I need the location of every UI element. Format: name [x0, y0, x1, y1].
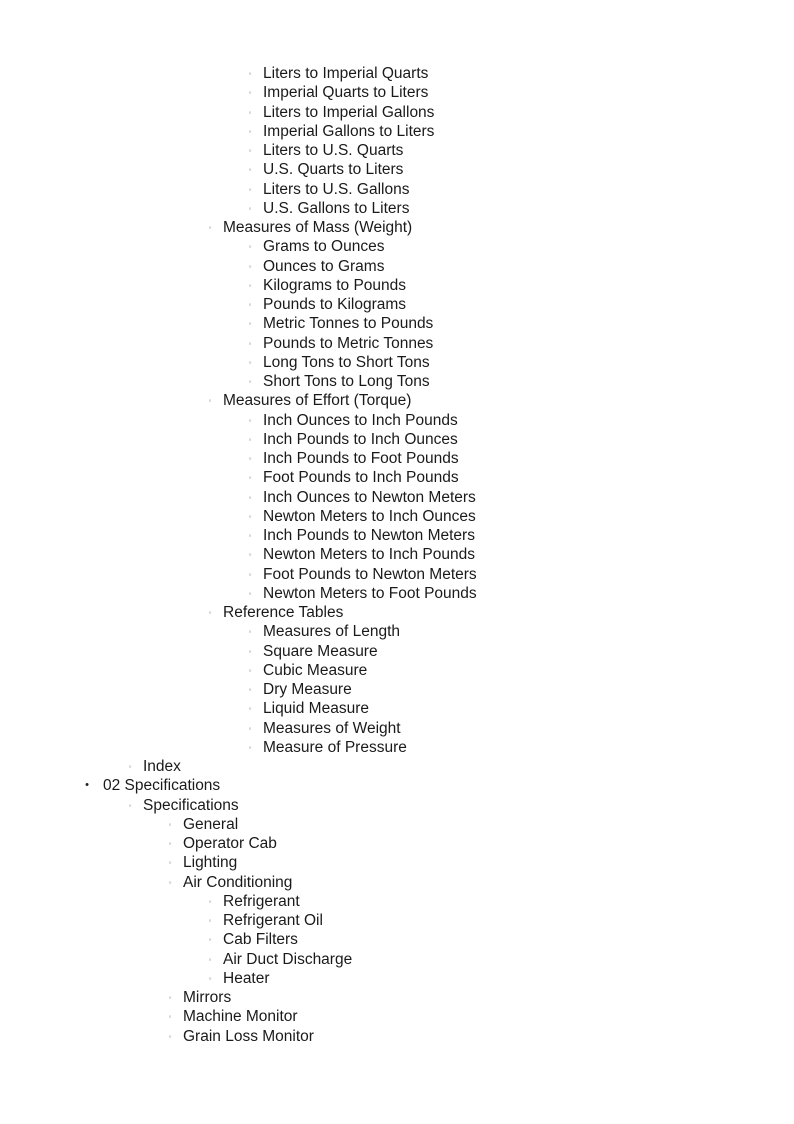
- bullet-circle-icon: ◦: [248, 723, 252, 733]
- toc-item-label: Measures of Mass (Weight): [223, 219, 413, 236]
- bullet-circle-icon: ◦: [248, 415, 252, 425]
- bullet-circle-icon: ◦: [248, 146, 252, 155]
- toc-item-label: Air Conditioning: [183, 873, 293, 891]
- bullet-circle-icon: ◦: [248, 242, 252, 252]
- toc-item-label: Liters to U.S. Gallons: [263, 180, 410, 198]
- bullet-circle-icon: ◦: [248, 492, 252, 502]
- bullet-circle-icon: ◦: [208, 608, 212, 617]
- toc-item[interactable]: [0, 314, 794, 333]
- bullet-circle-icon: ◦: [208, 935, 212, 945]
- toc-item-label: U.S. Quarts to Liters: [263, 161, 404, 179]
- toc-item[interactable]: [0, 622, 794, 641]
- toc-item[interactable]: [0, 603, 794, 622]
- toc-item[interactable]: [0, 507, 794, 526]
- toc-item[interactable]: [0, 565, 794, 584]
- bullet-circle-icon: ◦: [248, 704, 252, 714]
- bullet-circle-icon: ◦: [208, 954, 212, 964]
- toc-item[interactable]: [0, 699, 794, 718]
- toc-item[interactable]: [0, 738, 794, 757]
- toc-item[interactable]: [0, 950, 794, 969]
- toc-item-label: Long Tons to Short Tons: [263, 353, 430, 371]
- bullet-circle-icon: ◦: [248, 261, 252, 271]
- toc-item-label: Grain Loss Monitor: [183, 1027, 314, 1045]
- toc-item-label: Machine Monitor: [183, 1008, 298, 1026]
- toc-item-label: Ounces to Grams: [263, 257, 385, 275]
- toc-item-label: U.S. Gallons to Liters: [263, 199, 410, 217]
- toc-item-label: Foot Pounds to Newton Meters: [263, 565, 477, 583]
- bullet-circle-icon: ◦: [248, 588, 252, 598]
- bullet-circle-icon: ◦: [248, 627, 252, 637]
- toc-item[interactable]: [0, 257, 794, 276]
- toc-item[interactable]: [0, 103, 794, 122]
- toc-item[interactable]: [0, 988, 794, 1007]
- toc-item[interactable]: [0, 160, 794, 179]
- toc-item-label: Imperial Quarts to Liters: [263, 84, 429, 102]
- toc-item-label: Reference Tables: [223, 604, 344, 621]
- toc-item[interactable]: [0, 411, 794, 430]
- toc-item[interactable]: [0, 276, 794, 295]
- bullet-circle-icon: ◦: [248, 685, 252, 694]
- bullet-circle-icon: ◦: [208, 973, 212, 983]
- bullet-circle-icon: ◦: [168, 819, 172, 829]
- bullet-disc-icon: •: [85, 779, 89, 792]
- bullet-circle-icon: ◦: [208, 896, 212, 906]
- toc-item-label: Measures of Length: [263, 623, 401, 641]
- bullet-circle-icon: ◦: [168, 1031, 172, 1041]
- toc-item[interactable]: [0, 1027, 794, 1046]
- toc-item-label: Inch Ounces to Newton Meters: [263, 488, 476, 506]
- toc-item[interactable]: [0, 1007, 794, 1026]
- toc-item[interactable]: [0, 719, 794, 738]
- toc-item-label: Index: [143, 758, 181, 775]
- bullet-circle-icon: ◦: [168, 839, 172, 848]
- bullet-circle-icon: ◦: [248, 165, 252, 175]
- toc-item[interactable]: [0, 545, 794, 564]
- toc-item-label: Measures of Effort (Torque): [223, 392, 412, 410]
- toc-item[interactable]: [0, 372, 794, 391]
- toc-item-label: Cubic Measure: [263, 661, 368, 679]
- toc-item[interactable]: [0, 680, 794, 699]
- toc-item-label: Short Tons to Long Tons: [263, 373, 430, 390]
- toc-item[interactable]: [0, 796, 794, 815]
- toc-item[interactable]: [0, 815, 794, 834]
- toc-item[interactable]: [0, 526, 794, 545]
- toc-item[interactable]: [0, 911, 794, 930]
- toc-item[interactable]: [0, 757, 794, 776]
- toc-item[interactable]: [0, 488, 794, 507]
- bullet-circle-icon: ◦: [128, 762, 132, 771]
- toc-item-label: Inch Pounds to Newton Meters: [263, 527, 475, 544]
- toc-item-label: Refrigerant: [223, 892, 300, 910]
- toc-item-label: Mirrors: [183, 989, 232, 1006]
- bullet-circle-icon: ◦: [168, 858, 172, 868]
- bullet-circle-icon: ◦: [248, 338, 252, 348]
- bullet-circle-icon: ◦: [248, 511, 252, 521]
- bullet-circle-icon: ◦: [208, 396, 212, 406]
- toc-item-label: Inch Ounces to Inch Pounds: [263, 411, 458, 429]
- toc-item-label: Square Measure: [263, 642, 378, 660]
- toc-item-label: Specifications: [143, 796, 239, 814]
- bullet-circle-icon: ◦: [248, 300, 252, 309]
- bullet-circle-icon: ◦: [248, 569, 252, 579]
- toc-item[interactable]: [0, 180, 794, 199]
- toc-item[interactable]: [0, 218, 794, 237]
- toc-item[interactable]: [0, 892, 794, 911]
- toc-item[interactable]: [0, 334, 794, 353]
- toc-item-label: Imperial Gallons to Liters: [263, 122, 435, 140]
- toc-item[interactable]: [0, 83, 794, 102]
- toc-item[interactable]: [0, 122, 794, 141]
- bullet-circle-icon: ◦: [248, 107, 252, 117]
- toc-item[interactable]: [0, 141, 794, 160]
- toc-item-label: Measures of Weight: [263, 719, 401, 737]
- bullet-circle-icon: ◦: [248, 473, 252, 483]
- toc-item[interactable]: [0, 969, 794, 988]
- toc-item-label: Refrigerant Oil: [223, 912, 323, 929]
- toc-item-label: Pounds to Kilograms: [263, 296, 407, 313]
- bullet-circle-icon: ◦: [248, 665, 252, 675]
- bullet-circle-icon: ◦: [168, 877, 172, 887]
- toc-item[interactable]: [0, 199, 794, 218]
- toc-item-label: 02 Specifications: [103, 777, 221, 795]
- toc-item-label: Cab Filters: [223, 931, 298, 949]
- toc-item-label: Lighting: [183, 854, 238, 872]
- bullet-circle-icon: ◦: [248, 434, 252, 444]
- toc-item-label: Heater: [223, 969, 270, 987]
- bullet-circle-icon: ◦: [128, 800, 132, 810]
- toc-item[interactable]: [0, 391, 794, 410]
- toc-item-label: Kilograms to Pounds: [263, 276, 407, 294]
- toc-item-label: Newton Meters to Foot Pounds: [263, 584, 477, 602]
- bullet-circle-icon: ◦: [248, 203, 252, 213]
- toc-item[interactable]: [0, 584, 794, 603]
- toc-item-label: Grams to Ounces: [263, 238, 385, 256]
- toc-item-label: Liquid Measure: [263, 700, 369, 718]
- bullet-circle-icon: ◦: [248, 126, 252, 136]
- toc-item[interactable]: [0, 930, 794, 949]
- toc-item-label: Liters to Imperial Gallons: [263, 103, 435, 121]
- toc-item[interactable]: [0, 430, 794, 449]
- toc-item[interactable]: [0, 661, 794, 680]
- toc-item-label: Dry Measure: [263, 681, 352, 698]
- toc-item-label: Liters to U.S. Quarts: [263, 142, 404, 159]
- bullet-circle-icon: ◦: [168, 993, 172, 1002]
- toc-item-label: Newton Meters to Inch Pounds: [263, 546, 475, 564]
- toc-item[interactable]: [0, 776, 794, 795]
- toc-item[interactable]: [0, 449, 794, 468]
- toc-item-label: Metric Tonnes to Pounds: [263, 315, 434, 333]
- toc-item-label: Air Duct Discharge: [223, 950, 353, 968]
- bullet-circle-icon: ◦: [248, 646, 252, 656]
- toc-item[interactable]: [0, 237, 794, 256]
- table-of-contents: [0, 64, 794, 1046]
- toc-item-label: Liters to Imperial Quarts: [263, 65, 429, 82]
- bullet-circle-icon: ◦: [208, 916, 212, 925]
- bullet-circle-icon: ◦: [248, 377, 252, 386]
- bullet-circle-icon: ◦: [248, 280, 252, 290]
- toc-item[interactable]: [0, 873, 794, 892]
- bullet-circle-icon: ◦: [248, 357, 252, 367]
- toc-item-label: Operator Cab: [183, 835, 277, 852]
- toc-item[interactable]: [0, 353, 794, 372]
- toc-item-label: General: [183, 815, 239, 833]
- toc-item-label: Newton Meters to Inch Ounces: [263, 507, 476, 525]
- toc-item-label: Pounds to Metric Tonnes: [263, 334, 434, 352]
- toc-item-label: Inch Pounds to Foot Pounds: [263, 450, 459, 467]
- toc-item[interactable]: [0, 468, 794, 487]
- toc-item[interactable]: [0, 295, 794, 314]
- bullet-circle-icon: ◦: [248, 69, 252, 78]
- bullet-circle-icon: ◦: [168, 1012, 172, 1022]
- toc-item[interactable]: [0, 64, 794, 83]
- toc-item-label: Foot Pounds to Inch Pounds: [263, 469, 459, 487]
- bullet-circle-icon: ◦: [248, 531, 252, 540]
- bullet-circle-icon: ◦: [208, 223, 212, 232]
- toc-item[interactable]: [0, 834, 794, 853]
- toc-item[interactable]: [0, 853, 794, 872]
- bullet-circle-icon: ◦: [248, 184, 252, 194]
- toc-item-label: Inch Pounds to Inch Ounces: [263, 430, 458, 448]
- bullet-circle-icon: ◦: [248, 319, 252, 329]
- bullet-circle-icon: ◦: [248, 454, 252, 463]
- toc-item[interactable]: [0, 642, 794, 661]
- bullet-circle-icon: ◦: [248, 550, 252, 560]
- bullet-circle-icon: ◦: [248, 742, 252, 752]
- bullet-circle-icon: ◦: [248, 88, 252, 98]
- toc-item-label: Measure of Pressure: [263, 738, 407, 756]
